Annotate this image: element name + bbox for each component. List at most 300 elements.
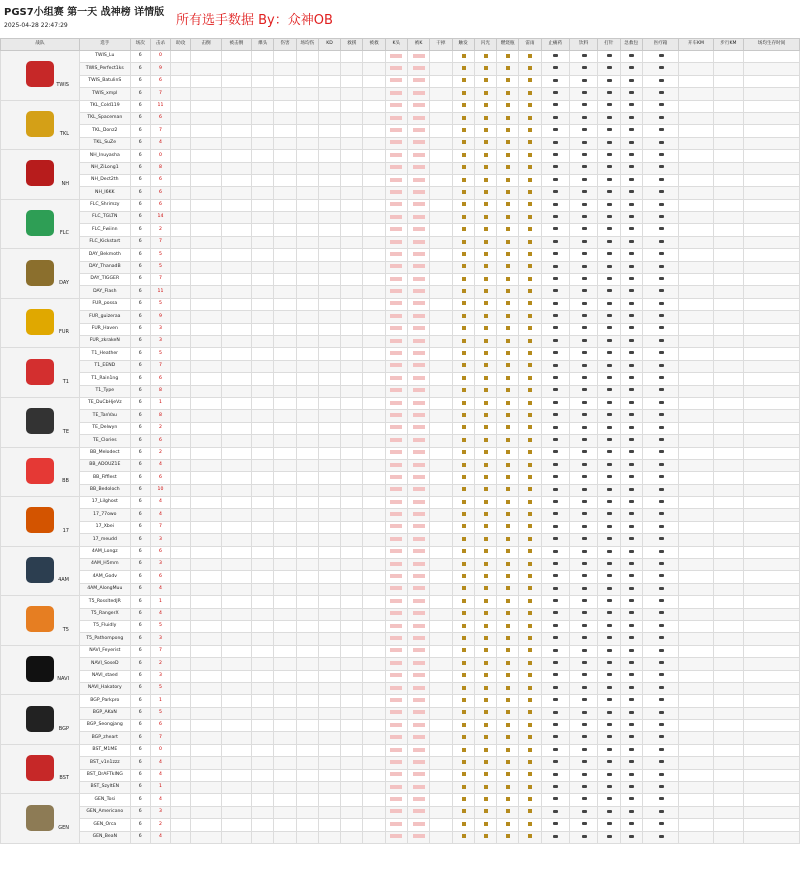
stat-cell [679, 373, 713, 385]
stat-cell [452, 174, 474, 186]
stat-cell [363, 410, 385, 422]
stat-cell [296, 571, 318, 583]
consumable-icon [629, 711, 634, 714]
item-icon [506, 797, 510, 801]
team-name: GEN [58, 825, 69, 831]
stat-cell [407, 583, 429, 595]
consumable-icon [659, 735, 664, 738]
column-header: 击倒 [191, 39, 221, 51]
stat-cell [474, 794, 496, 806]
stat-cell [569, 583, 597, 595]
stat-cell [407, 608, 429, 620]
stat-cell [341, 769, 363, 781]
stat-cell [252, 484, 274, 496]
stat-bar [413, 822, 425, 826]
stat-cell [642, 744, 678, 756]
stat-cell [274, 249, 296, 261]
stat-cell [363, 323, 385, 335]
stat-cell [252, 422, 274, 434]
consumable-icon [553, 760, 558, 763]
stat-cell [407, 670, 429, 682]
stat-cell [620, 323, 642, 335]
item-icon [506, 78, 510, 82]
stat-cell [474, 137, 496, 149]
stat-cell [620, 348, 642, 360]
stat-cell [569, 112, 597, 124]
item-icon [462, 66, 466, 70]
stat-cell [474, 645, 496, 657]
stat-cell [430, 769, 452, 781]
consumable-icon [582, 426, 587, 429]
stat-cell [252, 100, 274, 112]
stat-cell [296, 794, 318, 806]
stat-bar [390, 190, 402, 194]
stat-cell [341, 559, 363, 571]
consumable-icon [553, 141, 558, 144]
player-name: TE_TanVau [79, 410, 130, 422]
stat-cell [519, 596, 541, 608]
stat-cell [274, 571, 296, 583]
stat-cell [363, 633, 385, 645]
stat-cell [171, 335, 191, 347]
consumable-icon [659, 153, 664, 156]
stat-cell [474, 88, 496, 100]
stat-cell [221, 373, 251, 385]
stat-cell [497, 51, 519, 63]
stat-cell [407, 212, 429, 224]
stat-cell [252, 125, 274, 137]
stat-bar [390, 611, 402, 615]
stat-cell [713, 137, 743, 149]
stat-cell [598, 51, 620, 63]
stat-cell [296, 88, 318, 100]
stat-cell [385, 744, 407, 756]
stat-cell [341, 583, 363, 595]
stat-bar [390, 648, 402, 652]
stat-cell [679, 769, 713, 781]
stat-cell [642, 670, 678, 682]
player-name: FUR_possa [79, 298, 130, 310]
stat-cell [497, 63, 519, 75]
stat-cell [363, 472, 385, 484]
consumable-icon [629, 277, 634, 280]
consumable-icon [629, 611, 634, 614]
kills-cell: 4 [150, 608, 170, 620]
stat-cell [318, 224, 340, 236]
consumable-icon [629, 79, 634, 82]
item-icon [506, 475, 510, 479]
stat-cell [541, 695, 569, 707]
stat-cell [171, 744, 191, 756]
consumable-icon [582, 302, 587, 305]
stat-cell [452, 583, 474, 595]
stat-cell [171, 447, 191, 459]
item-icon [506, 363, 510, 367]
stat-cell [363, 819, 385, 831]
stat-cell [274, 521, 296, 533]
stat-cell [744, 199, 800, 211]
stat-cell [497, 447, 519, 459]
stat-cell [519, 769, 541, 781]
consumable-icon [553, 401, 558, 404]
stat-cell [363, 583, 385, 595]
stat-cell [620, 459, 642, 471]
stat-cell [541, 620, 569, 632]
consumable-icon [582, 562, 587, 565]
stat-bar [390, 363, 402, 367]
stat-cell [341, 757, 363, 769]
stat-cell [191, 633, 221, 645]
stat-cell [221, 435, 251, 447]
stat-bar [390, 376, 402, 380]
consumable-icon [659, 822, 664, 825]
table-row [1, 249, 800, 261]
item-icon [506, 91, 510, 95]
team-cell [1, 497, 80, 547]
stat-cell [221, 224, 251, 236]
stat-cell [252, 459, 274, 471]
stat-cell [296, 286, 318, 298]
stat-cell [296, 261, 318, 273]
stat-cell [296, 559, 318, 571]
stat-cell [744, 571, 800, 583]
matches-cell: 6 [130, 100, 150, 112]
stat-cell [407, 645, 429, 657]
player-name: DAY_ThanadB [79, 261, 130, 273]
stat-bar [413, 599, 425, 603]
player-name: GEN_Americano [79, 806, 130, 818]
stat-cell [452, 311, 474, 323]
stat-cell [541, 88, 569, 100]
stat-cell [541, 162, 569, 174]
stat-cell [497, 150, 519, 162]
consumable-icon [582, 673, 587, 676]
stat-cell [171, 670, 191, 682]
table-row [1, 658, 800, 670]
item-icon [506, 425, 510, 429]
stat-bar [413, 202, 425, 206]
consumable-icon [659, 512, 664, 515]
stat-cell [713, 162, 743, 174]
item-icon [528, 301, 532, 305]
stat-cell [541, 397, 569, 409]
stat-cell [385, 633, 407, 645]
stat-cell [474, 682, 496, 694]
table-row [1, 757, 800, 769]
item-icon [506, 202, 510, 206]
stat-cell [642, 459, 678, 471]
stat-cell [497, 75, 519, 87]
stat-cell [252, 162, 274, 174]
player-name: 4AM_Godv [79, 571, 130, 583]
stat-cell [569, 51, 597, 63]
matches-cell: 6 [130, 559, 150, 571]
stat-cell [407, 720, 429, 732]
matches-cell: 6 [130, 249, 150, 261]
stat-cell [744, 125, 800, 137]
team-name: T5 [62, 626, 69, 633]
stat-cell [620, 447, 642, 459]
stat-cell [497, 509, 519, 521]
stat-cell [744, 497, 800, 509]
item-icon [506, 438, 510, 442]
team-cell [1, 447, 80, 497]
stat-cell [430, 732, 452, 744]
stat-cell [679, 174, 713, 186]
stat-cell [171, 360, 191, 372]
stat-cell [252, 707, 274, 719]
stat-cell [385, 311, 407, 323]
item-icon [506, 735, 510, 739]
stat-cell [713, 559, 743, 571]
stat-cell [474, 373, 496, 385]
stat-cell [318, 125, 340, 137]
stat-cell [430, 670, 452, 682]
stat-cell [407, 732, 429, 744]
consumable-icon [607, 438, 612, 441]
stat-cell [363, 187, 385, 199]
item-icon [462, 512, 466, 516]
stat-cell [497, 757, 519, 769]
stat-cell [744, 695, 800, 707]
item-icon [506, 376, 510, 380]
kills-cell: 7 [150, 125, 170, 137]
stat-cell [341, 162, 363, 174]
stat-cell [252, 88, 274, 100]
stat-cell [569, 658, 597, 670]
team-cell [1, 397, 80, 447]
player-name: BGP_AKaN [79, 707, 130, 719]
stat-cell [430, 645, 452, 657]
stat-cell [363, 546, 385, 558]
kills-cell: 5 [150, 707, 170, 719]
player-name: TWIS_Lu [79, 51, 130, 63]
stat-cell [679, 571, 713, 583]
stat-cell [430, 571, 452, 583]
stat-bar [413, 574, 425, 578]
stat-cell [407, 695, 429, 707]
consumable-icon [659, 686, 664, 689]
stat-bar [390, 301, 402, 305]
stat-cell [744, 51, 800, 63]
stat-bar [390, 512, 402, 516]
stat-cell [598, 831, 620, 843]
stat-cell [744, 311, 800, 323]
kills-cell: 0 [150, 744, 170, 756]
player-name: NAVI_staed [79, 670, 130, 682]
consumable-icon [553, 314, 558, 317]
player-name: FUR_zkrakeN [79, 335, 130, 347]
stat-cell [474, 335, 496, 347]
stat-cell [620, 720, 642, 732]
consumable-icon [607, 760, 612, 763]
item-icon [528, 760, 532, 764]
item-icon [484, 153, 488, 157]
consumable-icon [607, 376, 612, 379]
stat-cell [620, 360, 642, 372]
column-header: 救援 [341, 39, 363, 51]
stat-cell [452, 744, 474, 756]
stat-cell [642, 51, 678, 63]
stat-cell [363, 360, 385, 372]
stat-cell [541, 100, 569, 112]
stat-bar [390, 165, 402, 169]
item-icon [484, 686, 488, 690]
stat-cell [519, 534, 541, 546]
stat-cell [430, 559, 452, 571]
consumable-icon [607, 624, 612, 627]
kills-cell: 11 [150, 100, 170, 112]
stat-cell [252, 335, 274, 347]
stat-cell [318, 559, 340, 571]
stat-cell [341, 658, 363, 670]
stat-cell [620, 509, 642, 521]
stat-bar [390, 624, 402, 628]
stat-cell [569, 137, 597, 149]
team-name: 4AM [58, 577, 69, 584]
stat-cell [341, 744, 363, 756]
item-icon [528, 140, 532, 144]
stat-cell [252, 831, 274, 843]
table-row [1, 509, 800, 521]
item-icon [484, 363, 488, 367]
stat-cell [252, 633, 274, 645]
stat-cell [363, 88, 385, 100]
stat-cell [452, 385, 474, 397]
stat-bar [390, 537, 402, 541]
stat-cell [430, 608, 452, 620]
kills-cell: 8 [150, 385, 170, 397]
stat-cell [497, 162, 519, 174]
consumable-icon [582, 141, 587, 144]
consumable-icon [553, 835, 558, 838]
stat-cell [221, 695, 251, 707]
stat-cell [519, 695, 541, 707]
stat-cell [474, 447, 496, 459]
team-name: FLC [59, 230, 69, 237]
table-row [1, 744, 800, 756]
stat-cell [341, 695, 363, 707]
stat-cell [252, 137, 274, 149]
stat-cell [274, 806, 296, 818]
stat-cell [541, 323, 569, 335]
consumable-icon [582, 797, 587, 800]
stat-cell [341, 125, 363, 137]
stat-cell [744, 459, 800, 471]
consumable-icon [659, 450, 664, 453]
item-icon [528, 227, 532, 231]
stat-cell [341, 311, 363, 323]
stat-cell [407, 596, 429, 608]
team-logo-icon [20, 802, 60, 836]
table-row [1, 261, 800, 273]
item-icon [506, 698, 510, 702]
stat-cell [341, 707, 363, 719]
stat-cell [430, 509, 452, 521]
stat-cell [541, 298, 569, 310]
consumable-icon [607, 79, 612, 82]
stat-cell [385, 720, 407, 732]
stat-cell [452, 769, 474, 781]
column-header: 爆头 [252, 39, 274, 51]
stat-cell [642, 645, 678, 657]
stat-cell [541, 509, 569, 521]
team-logo-icon [20, 157, 60, 191]
stat-cell [385, 447, 407, 459]
consumable-icon [553, 574, 558, 577]
player-name: BST_M1ME [79, 744, 130, 756]
stat-cell [452, 75, 474, 87]
stat-cell [407, 274, 429, 286]
table-row [1, 212, 800, 224]
stat-bar [390, 487, 402, 491]
player-name: T5_RossltedJR [79, 596, 130, 608]
stat-bar [390, 809, 402, 813]
consumable-icon [553, 128, 558, 131]
column-header: 饮料 [569, 39, 597, 51]
team-logo-icon [20, 455, 60, 489]
stat-cell [713, 385, 743, 397]
consumable-icon [629, 190, 634, 193]
table-row [1, 335, 800, 347]
consumable-icon [553, 215, 558, 218]
consumable-icon [659, 624, 664, 627]
stat-cell [385, 63, 407, 75]
stat-cell [274, 174, 296, 186]
stat-cell [318, 782, 340, 794]
stat-bar [390, 500, 402, 504]
item-icon [484, 636, 488, 640]
stat-cell [474, 51, 496, 63]
consumable-icon [582, 265, 587, 268]
stat-cell [318, 435, 340, 447]
table-row [1, 596, 800, 608]
stat-cell [541, 806, 569, 818]
stat-cell [713, 534, 743, 546]
consumable-icon [553, 500, 558, 503]
stat-cell [474, 484, 496, 496]
stat-cell [569, 521, 597, 533]
stat-cell [221, 633, 251, 645]
consumable-icon [607, 698, 612, 701]
stat-cell [221, 51, 251, 63]
consumable-icon [659, 376, 664, 379]
consumable-icon [659, 748, 664, 751]
player-name: T5_Pathompong [79, 633, 130, 645]
consumable-icon [553, 438, 558, 441]
stat-cell [497, 720, 519, 732]
consumable-icon [553, 550, 558, 553]
stat-cell [363, 51, 385, 63]
stat-cell [221, 831, 251, 843]
stat-cell [497, 806, 519, 818]
stat-cell [407, 199, 429, 211]
stat-cell [713, 274, 743, 286]
consumable-icon [582, 326, 587, 329]
stat-cell [318, 174, 340, 186]
stat-cell [221, 298, 251, 310]
stat-cell [519, 559, 541, 571]
stat-cell [407, 137, 429, 149]
stat-cell [274, 732, 296, 744]
stat-cell [296, 608, 318, 620]
consumable-icon [607, 649, 612, 652]
stat-cell [274, 695, 296, 707]
item-icon [528, 487, 532, 491]
stat-bar [390, 748, 402, 752]
stat-cell [430, 497, 452, 509]
stat-cell [497, 348, 519, 360]
